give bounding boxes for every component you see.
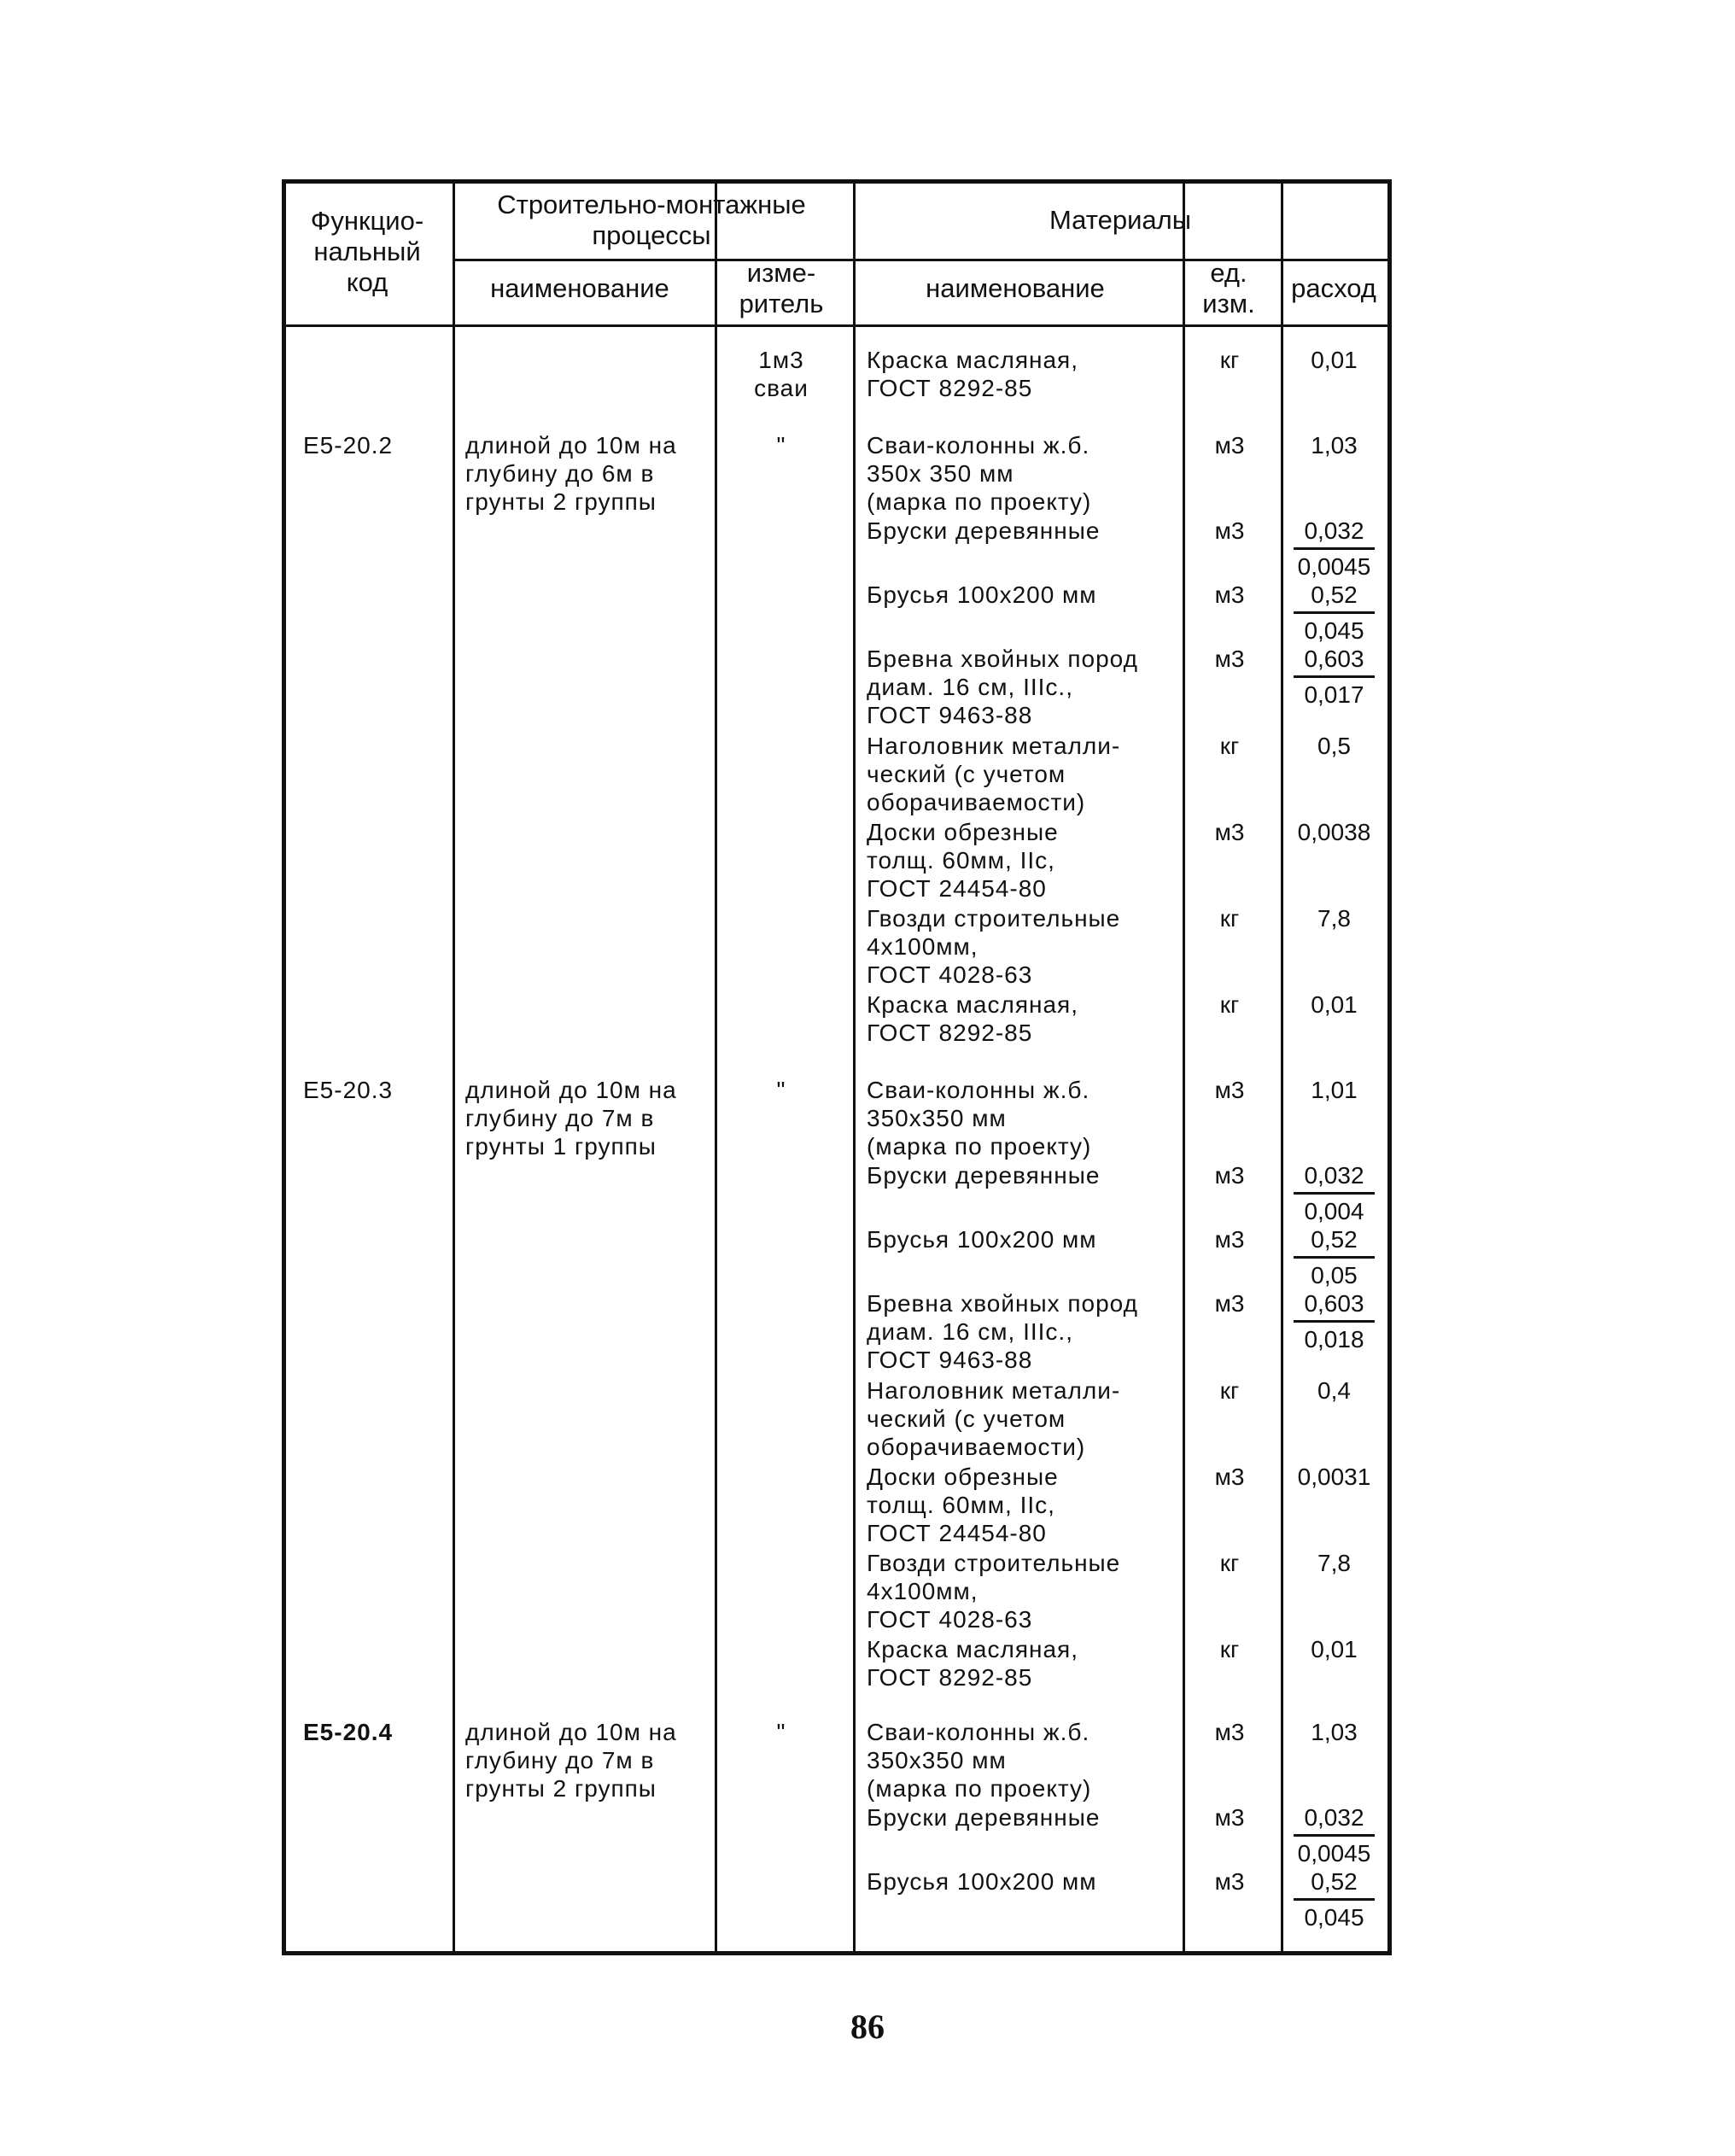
material-name: Брусья 100х200 мм [867, 1868, 1097, 1895]
material-name: Бруски деревянные [867, 517, 1101, 544]
material-qty: 0,0031 [1297, 1464, 1371, 1490]
qty-denominator: 0,045 [1304, 1904, 1364, 1931]
material-unit: кг [1219, 1377, 1240, 1404]
material-qty: 0,01 [1311, 347, 1358, 373]
function-code: Е5-20.2 [303, 432, 394, 459]
header-process-meter: изме- ритель [739, 258, 824, 318]
material-unit: м3 [1214, 1868, 1245, 1895]
page-number: 86 [850, 2007, 885, 2046]
material-unit: кг [1219, 1550, 1240, 1576]
material-name: Краска масляная, ГОСТ 8292-85 [867, 347, 1078, 401]
material-qty: 7,8 [1317, 905, 1351, 932]
material-qty-fraction [1285, 1161, 1383, 1225]
process-name: длиной до 10м на глубину до 6м в грунты 2 группы [465, 432, 677, 515]
header-material-name: наименование [926, 273, 1105, 303]
qty-denominator: 0,017 [1304, 681, 1364, 708]
process-name: длиной до 10м на глубину до 7м в грунты 1 группы [465, 1077, 677, 1160]
material-name: Гвозди строительные 4х100мм, ГОСТ 4028-63 [867, 905, 1121, 988]
material-name: Бревна хвойных пород диам. 16 см, IIIс., ГОСТ 9463-88 [867, 1290, 1138, 1373]
material-name: Сваи-колонны ж.б. 350х350 мм (марка по проекту) [867, 1719, 1092, 1802]
material-unit: м3 [1214, 517, 1245, 544]
material-qty: 0,01 [1311, 991, 1358, 1018]
material-qty: 7,8 [1317, 1550, 1351, 1576]
material-unit: м3 [1214, 1804, 1245, 1831]
function-code: Е5-20.4 [303, 1719, 394, 1745]
col-divider-code [453, 184, 455, 1951]
material-unit: кг [1219, 905, 1240, 932]
qty-denominator: 0,004 [1304, 1198, 1364, 1224]
material-qty: 0,5 [1317, 733, 1351, 759]
material-qty-fraction [1285, 581, 1383, 645]
qty-numerator: 0,52 [1294, 1867, 1375, 1901]
material-name: Доски обрезные толщ. 60мм, IIс, ГОСТ 24454-80 [867, 1464, 1059, 1546]
process-meter: 1м3 сваи [754, 347, 809, 401]
material-name: Краска масляная, ГОСТ 8292-85 [867, 1636, 1078, 1691]
material-unit: м3 [1214, 1077, 1245, 1103]
qty-numerator: 0,032 [1294, 1803, 1375, 1837]
material-unit: м3 [1214, 1719, 1245, 1745]
qty-numerator: 0,603 [1294, 645, 1375, 678]
material-name: Бревна хвойных пород диам. 16 см, IIIс., ГОСТ 9463-88 [867, 646, 1138, 728]
material-unit: м3 [1214, 1464, 1245, 1490]
header-material-unit: ед. изм. [1202, 258, 1255, 318]
material-qty: 0,01 [1311, 1636, 1358, 1662]
qty-numerator: 0,032 [1294, 1161, 1375, 1195]
header-material-qty: расход [1291, 273, 1376, 303]
material-name: Бруски деревянные [867, 1804, 1101, 1831]
material-unit: м3 [1214, 646, 1245, 672]
material-name: Доски обрезные толщ. 60мм, IIс, ГОСТ 24454-80 [867, 819, 1059, 902]
header-code: Функцио- нальный код [310, 206, 424, 297]
material-name: Наголовник металли- ческий (с учетом оборачиваемости) [867, 1377, 1121, 1460]
header-process-name: наименование [490, 273, 669, 303]
qty-denominator: 0,0045 [1297, 553, 1371, 580]
qty-numerator: 0,52 [1294, 1225, 1375, 1259]
material-unit: м3 [1214, 581, 1245, 608]
material-qty-fraction [1285, 1867, 1383, 1931]
material-name: Краска масляная, ГОСТ 8292-85 [867, 991, 1078, 1046]
material-qty-fraction [1285, 1803, 1383, 1867]
col-divider-materials [853, 184, 856, 1951]
material-qty-fraction [1285, 645, 1383, 709]
process-name: длиной до 10м на глубину до 7м в грунты 2 группы [465, 1719, 677, 1802]
material-unit: кг [1219, 1636, 1240, 1662]
material-name: Сваи-колонны ж.б. 350х350 мм (марка по проекту) [867, 1077, 1092, 1160]
material-unit: кг [1219, 733, 1240, 759]
material-qty: 0,4 [1317, 1377, 1351, 1404]
material-name: Бруски деревянные [867, 1162, 1101, 1189]
material-unit: кг [1219, 347, 1240, 373]
material-unit: м3 [1214, 1162, 1245, 1189]
process-meter: " [776, 432, 786, 459]
material-unit: м3 [1214, 1290, 1245, 1317]
material-qty-fraction [1285, 1289, 1383, 1353]
material-unit: кг [1219, 991, 1240, 1018]
material-name: Брусья 100х200 мм [867, 1226, 1097, 1253]
qty-denominator: 0,018 [1304, 1326, 1364, 1353]
material-unit: м3 [1214, 1226, 1245, 1253]
header-bottom-line [286, 324, 1392, 327]
material-name: Брусья 100х200 мм [867, 581, 1097, 608]
material-qty-fraction [1285, 1225, 1383, 1289]
material-name: Сваи-колонны ж.б. 350х 350 мм (марка по проекту) [867, 432, 1092, 515]
process-meter: " [776, 1719, 786, 1745]
material-name: Наголовник металли- ческий (с учетом оборачиваемости) [867, 733, 1121, 815]
process-meter: " [776, 1077, 786, 1103]
header-processes-group: Строительно-монтажные процессы [497, 189, 806, 250]
qty-numerator: 0,603 [1294, 1289, 1375, 1323]
qty-denominator: 0,045 [1304, 617, 1364, 644]
qty-denominator: 0,0045 [1297, 1840, 1371, 1867]
header-materials-group: Материалы [1049, 204, 1191, 235]
qty-numerator: 0,032 [1294, 517, 1375, 550]
qty-numerator: 0,52 [1294, 581, 1375, 614]
col-divider-qty [1281, 184, 1283, 1951]
material-qty-fraction [1285, 517, 1383, 581]
material-qty: 1,03 [1311, 1719, 1358, 1745]
material-qty: 0,0038 [1297, 819, 1371, 845]
function-code: Е5-20.3 [303, 1077, 394, 1103]
material-qty: 1,03 [1311, 432, 1358, 459]
material-qty: 1,01 [1311, 1077, 1358, 1103]
material-name: Гвозди строительные 4х100мм, ГОСТ 4028-63 [867, 1550, 1121, 1633]
qty-denominator: 0,05 [1311, 1262, 1358, 1288]
material-unit: м3 [1214, 432, 1245, 459]
material-unit: м3 [1214, 819, 1245, 845]
